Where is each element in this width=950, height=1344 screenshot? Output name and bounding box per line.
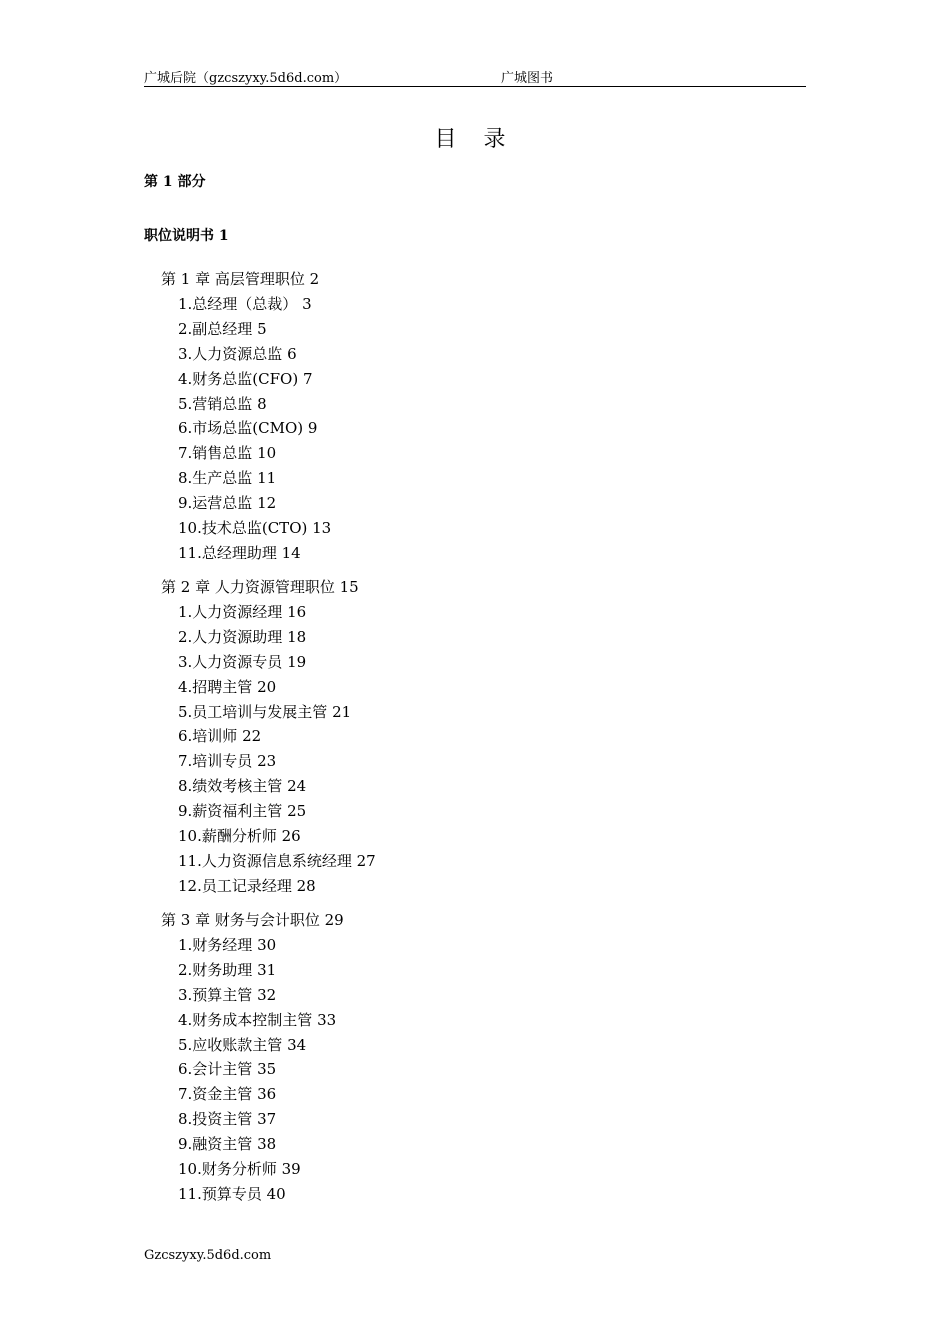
toc-entry: 11.人力资源信息系统经理 27 (178, 851, 376, 870)
toc-entry: 2.副总经理 5 (178, 319, 267, 338)
chapter-heading: 第 3 章 财务与会计职位 29 (161, 911, 344, 929)
header-site-text: 广城后院（gzcszyxy.5d6d.com） (144, 71, 348, 86)
toc-entry: 4.招聘主管 20 (178, 677, 277, 696)
toc-entry: 1.人力资源经理 16 (178, 602, 307, 621)
toc-entry: 2.财务助理 31 (178, 960, 277, 979)
toc-entry: 7.销售总监 10 (178, 444, 277, 463)
page-header (144, 64, 806, 87)
toc-entry: 1.总经理（总裁） 3 (178, 294, 312, 313)
toc-entry: 9.薪资福利主管 25 (178, 802, 307, 821)
toc-entry: 9.运营总监 12 (178, 494, 277, 513)
page-footer: Gzcszyxy.5d6d.com (144, 1248, 272, 1263)
toc-entry: 8.绩效考核主管 24 (178, 777, 307, 796)
toc-entry: 5.员工培训与发展主管 21 (178, 702, 352, 721)
toc-entry: 10.财务分析师 39 (178, 1160, 301, 1178)
toc-entry: 6.会计主管 35 (178, 1060, 277, 1079)
chapter-heading: 第 2 章 人力资源管理职位 15 (161, 578, 359, 596)
toc-entry: 5.应收账款主管 34 (178, 1035, 307, 1054)
chapter-heading: 第 1 章 高层管理职位 2 (161, 270, 320, 288)
toc-entry: 9.融资主管 38 (178, 1135, 277, 1154)
toc-entry: 2.人力资源助理 18 (178, 627, 307, 646)
toc-entry: 10.薪酬分析师 26 (178, 827, 301, 845)
toc-entry: 11.总经理助理 14 (178, 543, 301, 562)
toc-entry: 11.预算专员 40 (178, 1184, 286, 1203)
toc-entry: 1.财务经理 30 (178, 935, 277, 954)
part-heading: 第 1 部分 (144, 174, 206, 190)
toc-entry: 7.资金主管 36 (178, 1085, 277, 1104)
toc-entry: 3.人力资源总监 6 (178, 344, 297, 363)
toc-entry: 8.投资主管 37 (178, 1110, 277, 1129)
toc-entry: 10.技术总监(CTO) 13 (178, 519, 332, 537)
toc-entry: 3.人力资源专员 19 (178, 652, 307, 671)
toc-entry: 4.财务成本控制主管 33 (178, 1010, 337, 1029)
toc-entry: 3.预算主管 32 (178, 985, 277, 1004)
toc-entry: 6.培训师 22 (178, 727, 262, 746)
header-book-text: 广城图书 (501, 71, 554, 86)
toc-entry: 12.员工记录经理 28 (178, 876, 316, 895)
toc-entry: 4.财务总监(CFO) 7 (178, 369, 313, 388)
toc-entry: 5.营销总监 8 (178, 394, 267, 413)
toc-entry: 7.培训专员 23 (178, 752, 277, 771)
section-heading: 职位说明书 1 (144, 228, 229, 244)
toc-entry: 6.市场总监(CMO) 9 (178, 419, 318, 438)
toc-entry: 8.生产总监 11 (178, 469, 277, 488)
page-title: 目 录 (434, 127, 516, 152)
